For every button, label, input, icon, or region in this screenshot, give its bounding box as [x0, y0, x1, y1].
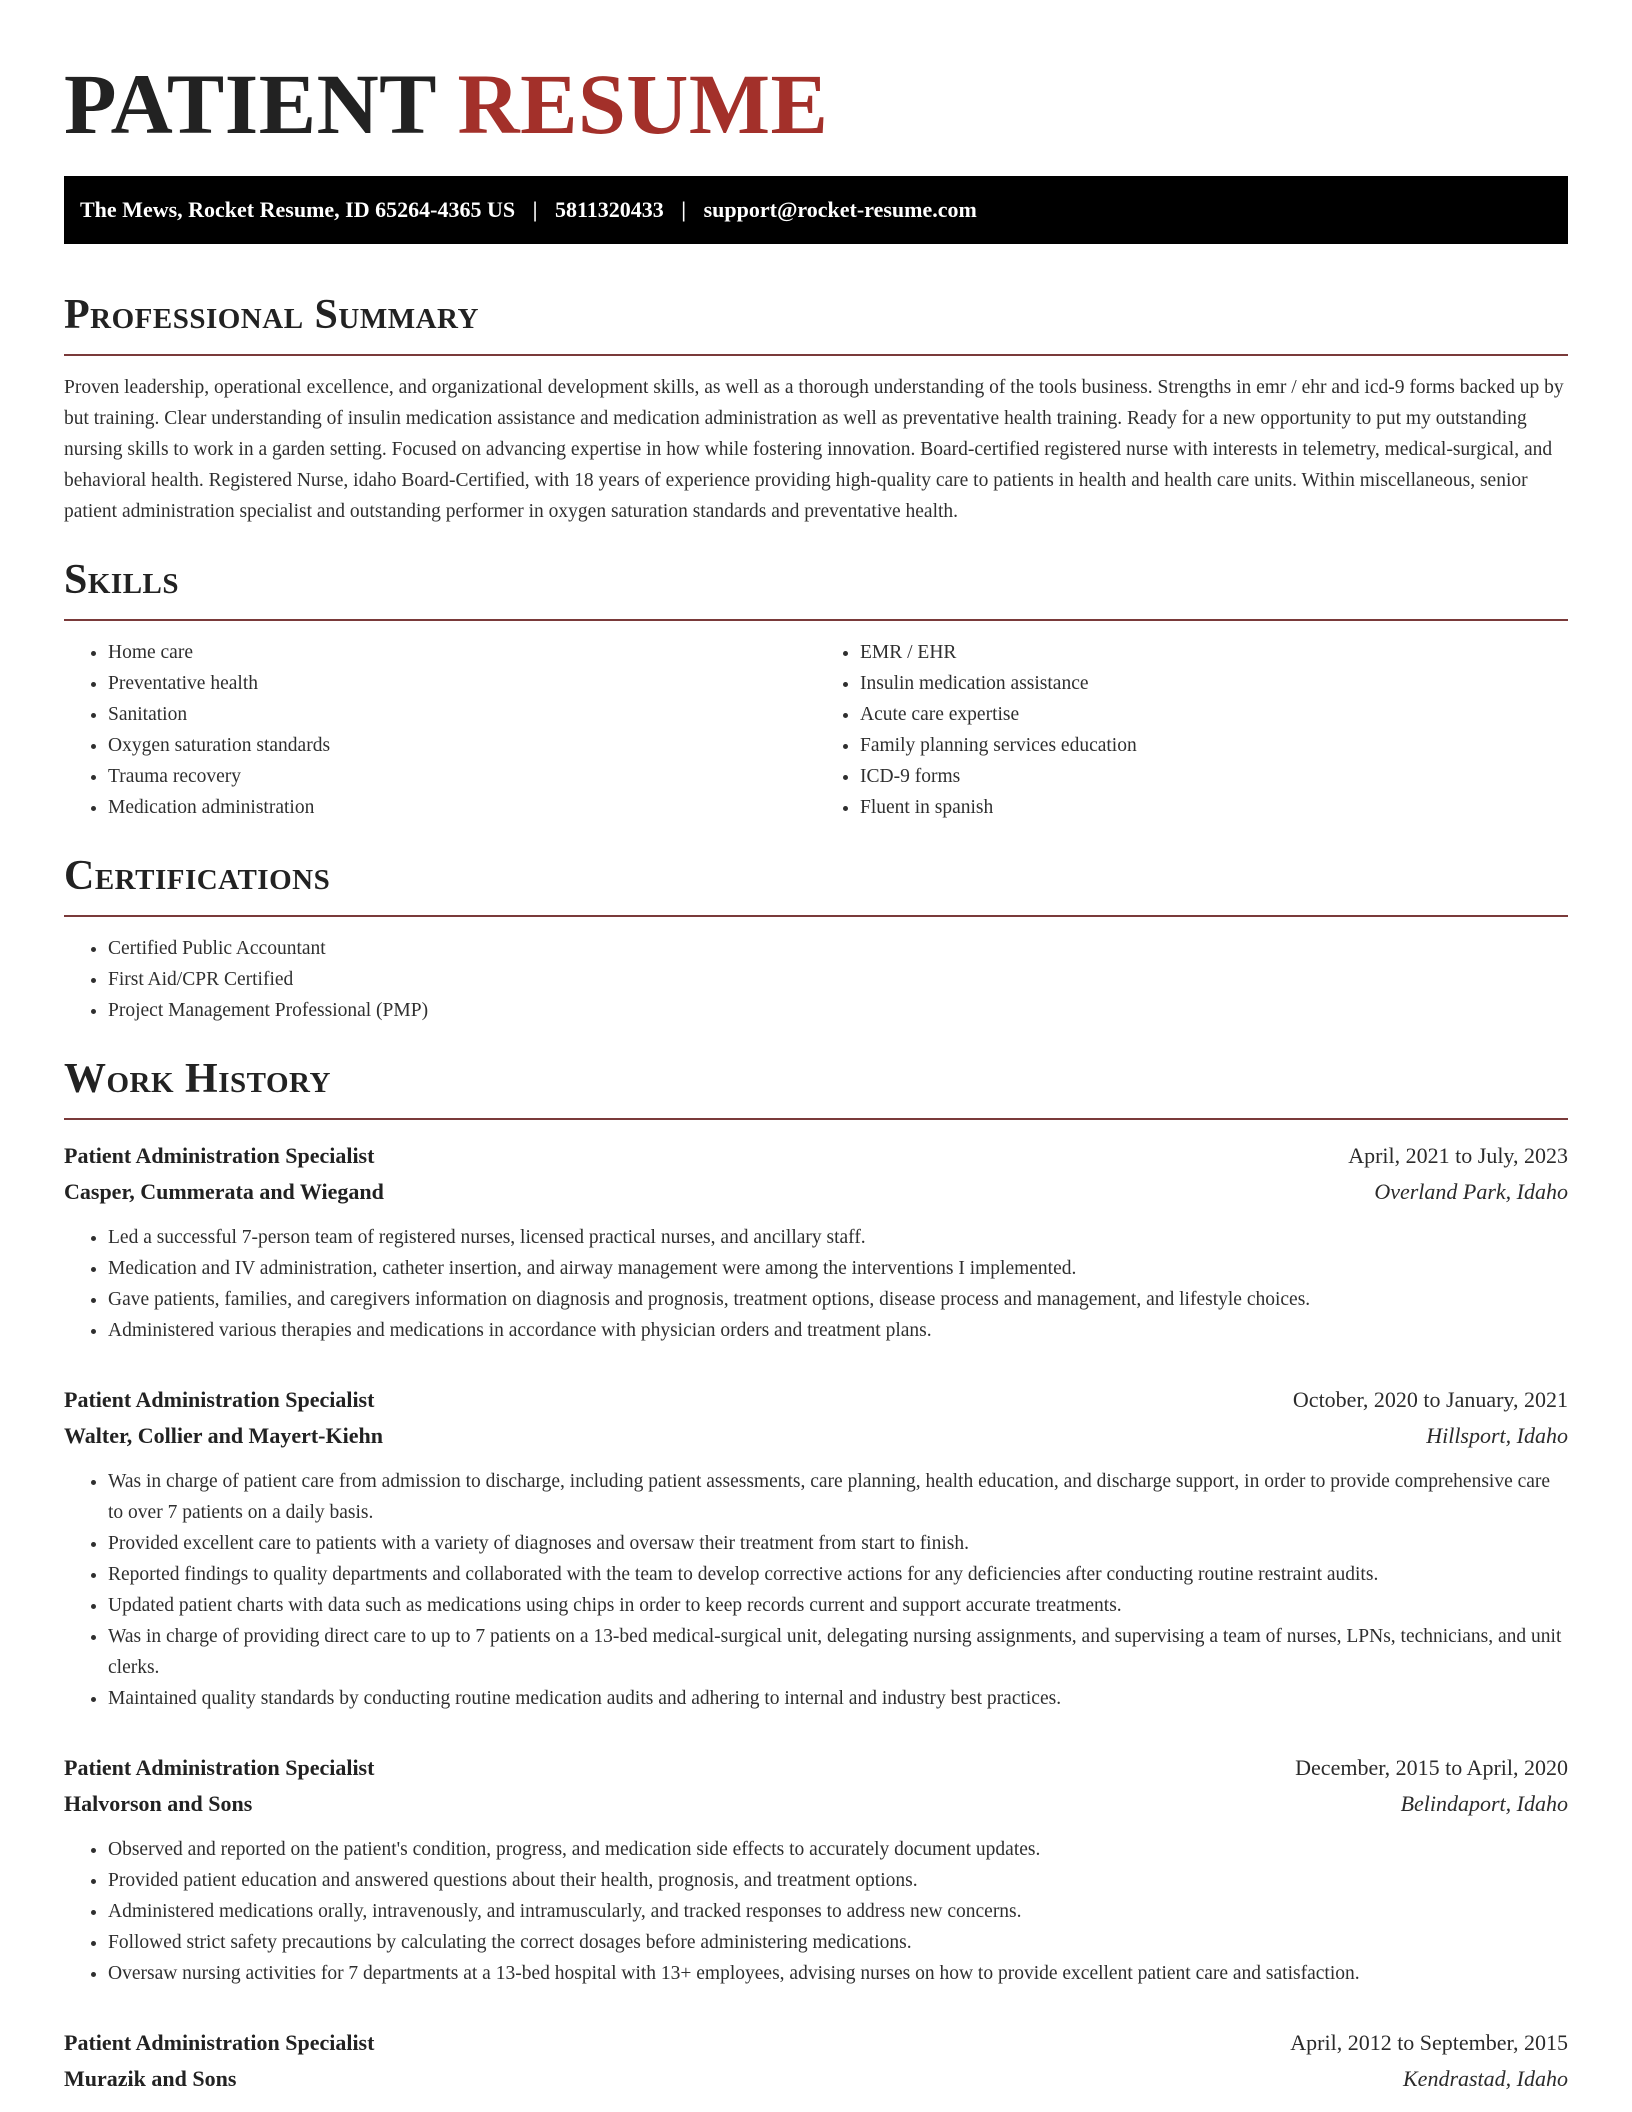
section-divider: [64, 354, 1568, 356]
skill-item: • ICD-9 forms: [860, 761, 1568, 792]
job-location: Hillsport, Idaho: [1426, 1423, 1568, 1448]
job-bullet: • Observed and reported on the patient's condition, progress, and medication side effects to accurately document updates.: [108, 1834, 1568, 1865]
job-company: Murazik and Sons: [64, 2066, 237, 2091]
job-bullet: • Maintained quality standards by conducting routine medication audits and adhering to internal and industry best practices.: [108, 1683, 1568, 1714]
job-location: Belindaport, Idaho: [1400, 1791, 1568, 1816]
skills-list-left: [64, 637, 816, 823]
contact-address: The Mews, Rocket Resume, ID 65264-4365 US: [80, 197, 516, 222]
job-dates: April, 2021 to July, 2023: [1348, 1143, 1568, 1168]
certification-item: • Project Management Professional (PMP): [108, 995, 1568, 1026]
job-bullet: • Was in charge of providing direct care to up to 7 patients on a 13-bed medical-surgical unit, delegating nursing assignments, and supervising a team of nurses, LPNs, technicians, and unit clerks.: [108, 1621, 1568, 1683]
job-bullet: • Led a successful 7-person team of registered nurses, licensed practical nurses, and ancillary staff.: [108, 1222, 1568, 1253]
skill-item: • Insulin medication assistance: [860, 668, 1568, 699]
job-entry: [64, 1138, 1568, 1346]
job-dates: October, 2020 to January, 2021: [1292, 1387, 1568, 1412]
section-divider: [64, 1118, 1568, 1120]
contact-phone: 5811320433: [554, 197, 664, 222]
job-bullet: • Provided patient education and answered questions about their health, prognosis, and treatment options.: [108, 1865, 1568, 1896]
job-entry: [64, 1382, 1568, 1714]
section-title-certifications: Certifications: [64, 853, 331, 899]
job-title: Patient Administration Specialist: [64, 1755, 375, 1780]
job-bullet: • Provided excellent care to patients with a variety of diagnoses and oversaw their treatment from start to finish.: [108, 1528, 1568, 1559]
job-bullets: [64, 1466, 1568, 1714]
job-bullet: • Administered various therapies and medications in accordance with physician orders and treatment plans.: [108, 1315, 1568, 1346]
skill-item: • Preventative health: [108, 668, 816, 699]
section-divider: [64, 915, 1568, 917]
contact-separator: |: [532, 197, 538, 222]
skill-item: • Fluent in spanish: [860, 792, 1568, 823]
resume-name: [64, 0, 1568, 176]
contact-separator: |: [681, 197, 687, 222]
job-dates: December, 2015 to April, 2020: [1295, 1755, 1568, 1780]
job-bullet: • Medication and IV administration, catheter insertion, and airway management were among the interventions I implemented.: [108, 1253, 1568, 1284]
job-entry: [64, 2025, 1568, 2097]
skill-item: • Trauma recovery: [108, 761, 816, 792]
section-title-summary: Professional Summary: [64, 292, 479, 338]
skill-item: • Oxygen saturation standards: [108, 730, 816, 761]
job-title: Patient Administration Specialist: [64, 1143, 375, 1168]
job-title: Patient Administration Specialist: [64, 1387, 375, 1412]
job-bullet: • Updated patient charts with data such as medications using chips in order to keep records current and support accurate treatments.: [108, 1590, 1568, 1621]
job-bullet: • Was in charge of patient care from admission to discharge, including patient assessments, care planning, health education, and discharge support, in order to provide comprehensive care to over 7 patients on a daily basis.: [108, 1466, 1568, 1528]
job-company: Halvorson and Sons: [64, 1791, 253, 1816]
name-last: RESUME: [457, 56, 829, 152]
job-bullet: • Gave patients, families, and caregivers information on diagnosis and prognosis, treatment options, disease process and management, and lifestyle choices.: [108, 1284, 1568, 1315]
job-bullet: • Oversaw nursing activities for 7 departments at a 13-bed hospital with 13+ employees, advising nurses on how to provide excellent patient care and satisfaction.: [108, 1958, 1568, 1989]
skill-item: • Family planning services education: [860, 730, 1568, 761]
skill-item: • Acute care expertise: [860, 699, 1568, 730]
skill-item: • Home care: [108, 637, 816, 668]
job-location: Kendrastad, Idaho: [1403, 2066, 1568, 2091]
skill-item: • EMR / EHR: [860, 637, 1568, 668]
contact-email: support@rocket-resume.com: [703, 197, 977, 222]
job-bullets: [64, 1222, 1568, 1346]
section-title-work-history: Work History: [64, 1056, 331, 1102]
job-company: Walter, Collier and Mayert-Kiehn: [64, 1423, 383, 1448]
job-location: Overland Park, Idaho: [1374, 1179, 1568, 1204]
job-bullets: [64, 1834, 1568, 1989]
certification-item: • Certified Public Accountant: [108, 933, 1568, 964]
section-title-skills: Skills: [64, 557, 180, 603]
job-dates: April, 2012 to September, 2015: [1290, 2030, 1568, 2055]
job-title: Patient Administration Specialist: [64, 2030, 375, 2055]
summary-text: Proven leadership, operational excellence, and organizational development skills, as well as a thorough understanding of the tools business. Strengths in emr / ehr and icd-9 forms backed up by but training. Clear understanding of insulin medication assistance and medication administration as well as preventative health training. Ready for a new opportunity to put my outstanding nursing skills to work in a garden setting. Focused on advancing expertise in how while fostering innovation. Board-certified registered nurse with interests in telemetry, medical-surgical, and behavioral health. Registered Nurse, idaho Board-Certified, with 18 years of experience providing high-quality care to patients in health and health care units. Within miscellaneous, senior patient administration specialist and outstanding performer in oxygen saturation standards and preventative health.: [64, 377, 1564, 522]
skill-item: • Sanitation: [108, 699, 816, 730]
job-company: Casper, Cummerata and Wiegand: [64, 1179, 384, 1204]
certifications-list: [64, 933, 1568, 1026]
job-bullet: • Administered medications orally, intravenously, and intramuscularly, and tracked responses to address new concerns.: [108, 1896, 1568, 1927]
contact-bar: [64, 176, 1568, 244]
section-divider: [64, 619, 1568, 621]
name-first: PATIENT: [64, 56, 436, 152]
skills-columns: [64, 637, 1568, 823]
certification-item: • First Aid/CPR Certified: [108, 964, 1568, 995]
skill-item: • Medication administration: [108, 792, 816, 823]
skills-list-right: [816, 637, 1568, 823]
job-bullet: • Followed strict safety precautions by calculating the correct dosages before administering medications.: [108, 1927, 1568, 1958]
job-bullet: • Reported findings to quality departments and collaborated with the team to develop corrective actions for any deficiencies after conducting routine restraint audits.: [108, 1559, 1568, 1590]
job-entry: [64, 1750, 1568, 1989]
